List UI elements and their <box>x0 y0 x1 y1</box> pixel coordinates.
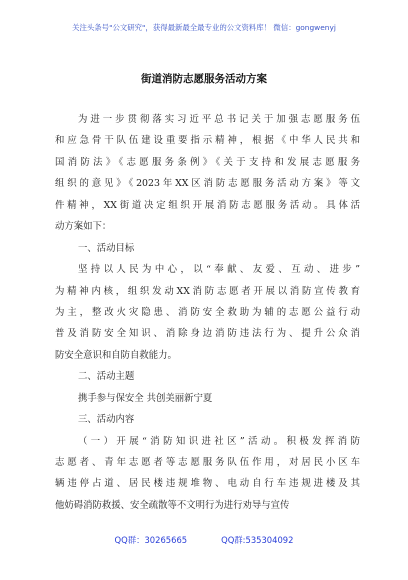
text-line: 件精神，XX街道决定组织开展消防志愿服务活动。具体活 <box>55 199 360 211</box>
text-line: 普及消防安全知识、消除身边消防违法行为、提升公众消 <box>55 328 360 340</box>
footer-contact <box>0 534 408 546</box>
section-heading <box>55 238 360 259</box>
text-line: 动方案如下： <box>55 221 112 233</box>
text-line: （一）开展“消防知识进社区”活动。积极发挥消防 <box>78 435 360 447</box>
text-line: 辆违停占道、居民楼违规堆物、电动自行车违规进楼及其 <box>55 478 360 490</box>
text-line: 志愿者、青年志愿者等志愿服务队伍作用，对居民小区车 <box>55 457 360 468</box>
text-line: 携手参与保安全 共创美丽新宁夏 <box>78 392 213 404</box>
text-line: 他妨碍消防救援、安全疏散等不文明行为进行劝导与宣传 <box>55 499 290 511</box>
top-banner: 关注头条号"公文研究"，获得最新最全最专业的公文资料库！ 微信：gongwenyj <box>72 23 336 32</box>
paragraph <box>55 259 360 366</box>
text-line: 防安全意识和自防自救能力。 <box>55 349 177 361</box>
text-line: 组织的意见》《2023年XX区消防志愿服务活动方案》等文 <box>55 178 360 190</box>
document-title: 街道消防志愿服务活动方案 <box>141 73 267 85</box>
text-line: 和应急骨干队伍建设重要指示精神，根据《中华人民共和 <box>55 135 360 147</box>
section-heading <box>55 388 360 409</box>
text-line: 为进一步贯彻落实习近平总书记关于加强志愿服务伍 <box>78 114 360 125</box>
section-heading <box>55 366 360 387</box>
footer-qq-group-1: QQ群：30265665 <box>114 535 188 545</box>
document-body <box>55 109 360 516</box>
section-heading <box>55 409 360 430</box>
text-line: 一、活动目标 <box>78 242 135 254</box>
text-line: 为精神内核，组织发动XX消防志愿者开展以消防宣传教育 <box>55 285 360 297</box>
text-line: 坚持以人民为中心，以“奉献、友爱、互动、进步” <box>78 264 360 276</box>
paragraph <box>55 431 360 517</box>
text-line: 国消防法》《志愿服务条例》《关于支持和发展志愿服务 <box>55 156 360 168</box>
text-line: 为主，整改火灾隐患、消防安全救助为辅的志愿公益行动 <box>55 306 360 318</box>
footer-qq-group-2: QQ群:535304092 <box>221 535 294 545</box>
text-line: 三、活动内容 <box>78 414 135 426</box>
text-line: 二、活动主题 <box>78 371 135 383</box>
paragraph <box>55 109 360 238</box>
